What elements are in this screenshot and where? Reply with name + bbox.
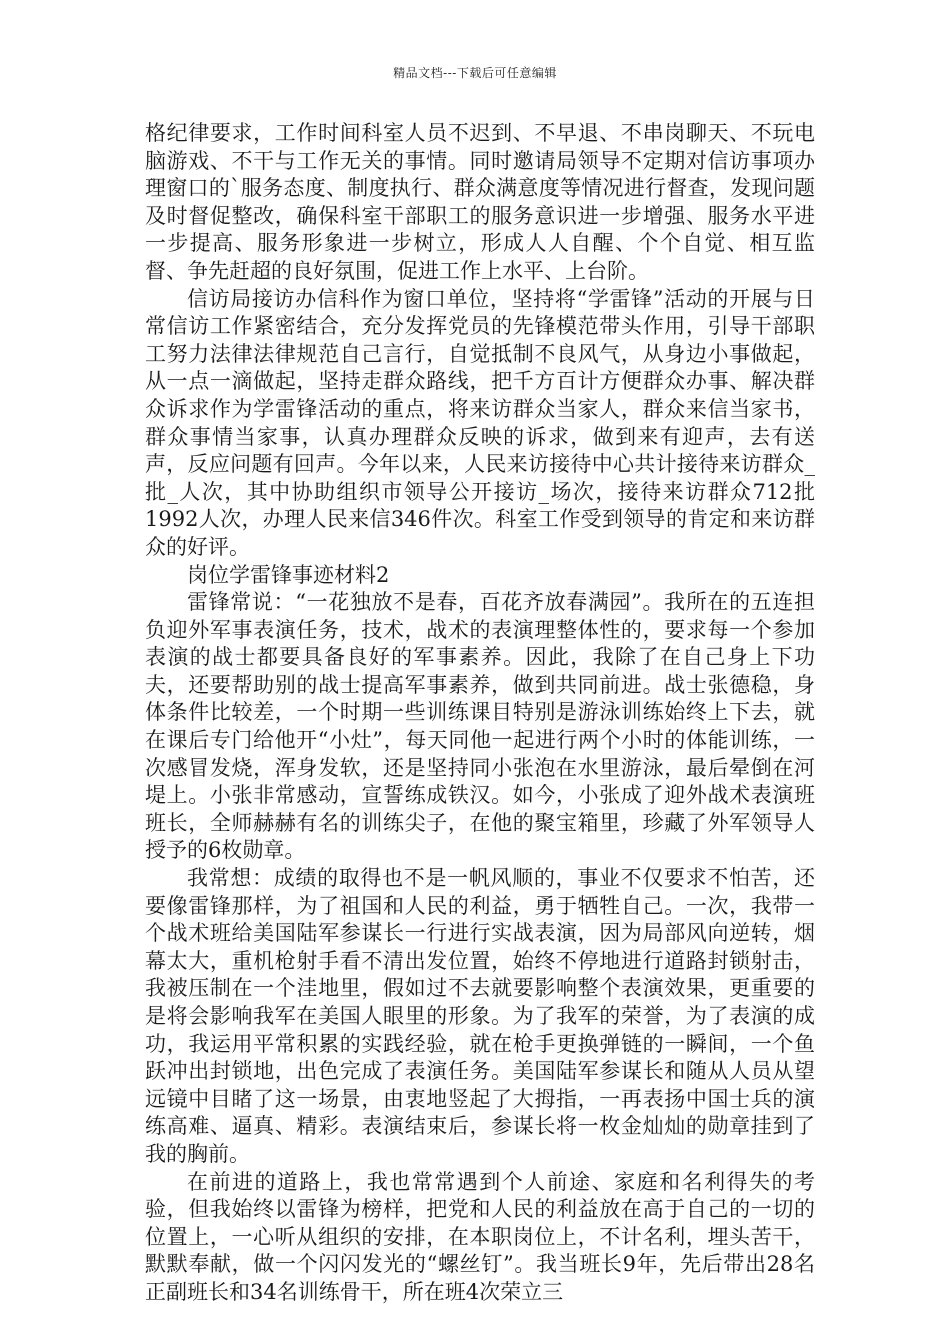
- section-heading: 岗位学雷锋事迹材料2: [187, 562, 390, 587]
- document-body: [145, 120, 815, 1307]
- page-header: 精品文档---下载后可任意编辑: [393, 66, 557, 80]
- paragraph-1: 格纪律要求，工作时间科室人员不迟到、不早退、不串岗聊天、不玩电脑游戏、不干与工作无关的事情。同时邀请局领导不定期对信访事项办理窗口的`服务态度、制度执行、群众满意度等情况进行督查，发现问题及时督促整改，确保科室干部职工的服务意识进一步增强、服务水平进一步提高、服务形象进一步树立，形成人人自醒、个个自觉、相互监督、争先赶超的良好氛围，促进工作上水平、上台阶。: [145, 121, 815, 283]
- paragraph-4: 我常想：成绩的取得也不是一帆风顺的，事业不仅要求不怕苦，还要像雷锋那样，为了祖国和人民的利益，勇于牺牲自己。一次，我带一个战术班给美国陆军参谋长一行进行实战表演，因为局部风向逆转，烟幕太大，重机枪射手看不清出发位置，始终不停地进行道路封锁射击，我被压制在一个洼地里，假如过不去就要影响整个表演效果，更重要的是将会影响我军在美国人眼里的形象。为了我军的荣誉，为了表演的成功，我运用平常积累的实践经验，就在枪手更换弹链的一瞬间，一个鱼跃冲出封锁地，出色完成了表演任务。美国陆军参谋长和随从人员从望远镜中目睹了这一场景，由衷地竖起了大拇指，一再表扬中国士兵的演练高难、逼真、精彩。表演结束后，参谋长将一枚金灿灿的勋章挂到了我的胸前。: [145, 866, 815, 1166]
- paragraph-3: 雷锋常说：“一花独放不是春，百花齐放春满园”。我所在的五连担负迎外军事表演任务，技术，战术的表演理整体性的，要求每一个参加表演的战士都要具备良好的军事素养。因此，我除了在自己身上下功夫，还要帮助别的战士提高军事素养，做到共同前进。战士张德稳，身体条件比较差，一个时期一些训练课目特别是游泳训练始终上下去，就在课后专门给他开“小灶”，每天同他一起进行两个小时的体能训练，一次感冒发烧，浑身发软，还是坚持同小张泡在水里游泳，最后晕倒在河堤上。小张非常感动，宣誓练成铁汉。如今，小张成了迎外战术表演班班长，全师赫赫有名的训练尖子，在他的聚宝箱里，珍藏了外军领导人授予的6枚勋章。: [145, 590, 815, 863]
- paragraph-2: 信访局接访办信科作为窗口单位，坚持将“学雷锋”活动的开展与日常信访工作紧密结合，充分发挥党员的先锋模范带头作用，引导干部职工努力法律法律规范自己言行，自觉抵制不良风气，从身边小事做起，从一点一滴做起，坚持走群众路线，把千方百计方便群众办事、解决群众诉求作为学雷锋活动的重点，将来访群众当家人，群众来信当家书，群众事情当家事，认真办理群众反映的诉求，做到来有迎声，去有送声，反应问题有回声。今年以来，人民来访接待中心共计接待来访群众_批_人次，其中协助组织市领导公开接访_场次，接待来访群众712批1992人次，办理人民来信346件次。科室工作受到领导的肯定和来访群众的好评。: [145, 286, 815, 559]
- paragraph-5: 在前进的道路上，我也常常遇到个人前途、家庭和名利得失的考验，但我始终以雷锋为榜样，把党和人民的利益放在高于自己的一切的位置上，一心听从组织的安排，在本职岗位上，不计名利，埋头苦干，默默奉献，做一个闪闪发光的“螺丝钉”。我当班长9年，先后带出28名正副班长和34名训练骨干，所在班4次荣立三: [145, 1169, 815, 1304]
